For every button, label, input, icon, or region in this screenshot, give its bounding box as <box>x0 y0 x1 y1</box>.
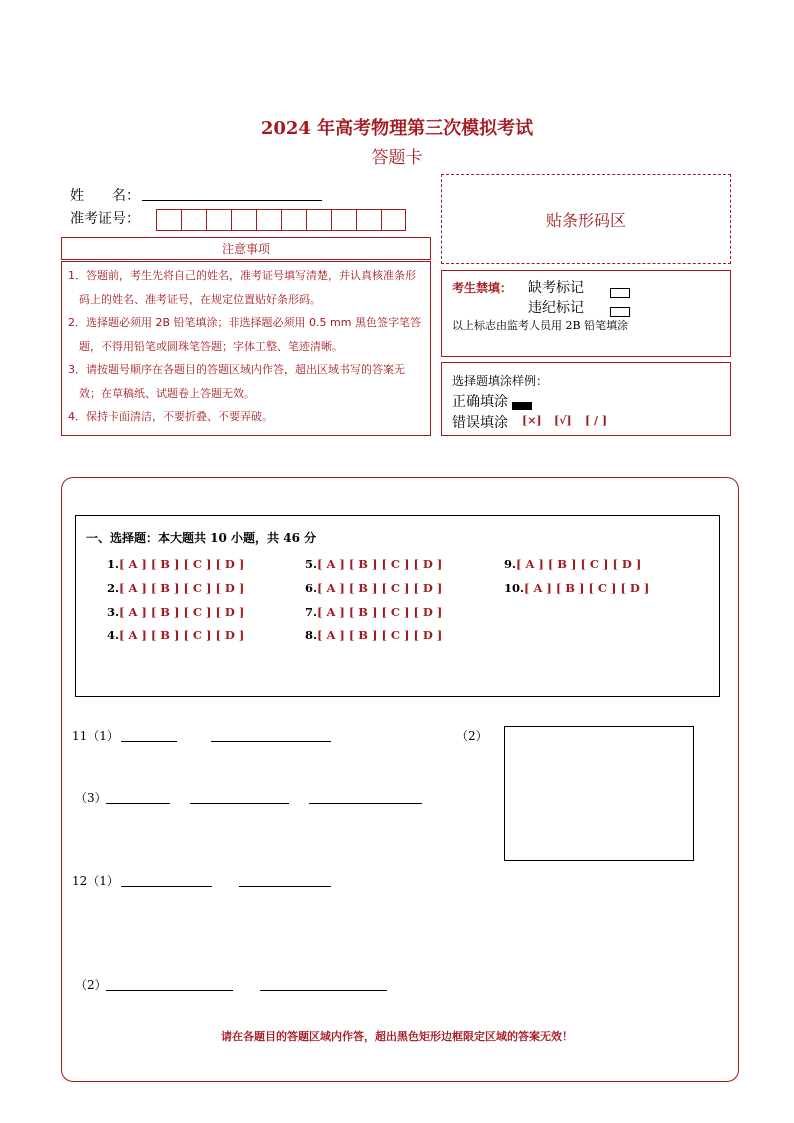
q11-drawing-box[interactable] <box>504 726 694 861</box>
exam-marks-heading: 考生禁填： <box>452 281 513 295</box>
q11-part3-blank-1[interactable] <box>106 803 170 804</box>
choice-question-6[interactable]: 6.[ A ] [ B ] [ C ] [ D ] <box>305 581 443 595</box>
notice-item-1: 1．答题前，考生先将自己的姓名，准考证号填写清楚，并认真核准条形码上的姓名、准考证号，在规定位置贴好条形码。 <box>68 269 416 306</box>
answer-area-warning: 请在各题目的答题区域内作答，超出黑色矩形边框限定区域的答案无效！ <box>221 1030 573 1043</box>
q11-part3-label: （3） <box>75 791 107 805</box>
id-cell[interactable] <box>331 209 356 231</box>
fill-example-heading: 选择题填涂样例： <box>452 374 549 388</box>
name-field[interactable] <box>142 200 322 201</box>
id-cell[interactable] <box>206 209 231 231</box>
correct-fill-sample <box>512 395 532 414</box>
id-label: 准考证号： <box>70 211 140 227</box>
choice-section-title: 一、选择题：本大题共 10 小题，共 46 分 <box>86 531 317 545</box>
q11-part1-blank-1[interactable] <box>121 741 177 742</box>
choice-question-7[interactable]: 7.[ A ] [ B ] [ C ] [ D ] <box>305 605 443 619</box>
id-cell[interactable] <box>256 209 281 231</box>
choice-question-3[interactable]: 3.[ A ] [ B ] [ C ] [ D ] <box>107 605 245 619</box>
id-cell[interactable] <box>356 209 381 231</box>
exam-title: 2024 年高考物理第三次模拟考试 <box>260 118 534 139</box>
correct-fill-label: 正确填涂 <box>452 394 508 410</box>
exam-marks-note: 以上标志由监考人员用 2B 铅笔填涂 <box>452 319 629 332</box>
barcode-area <box>441 174 731 264</box>
wrong-mark-3: [ / ] <box>585 414 608 427</box>
q11-part2-label: （2） <box>456 729 488 743</box>
choice-question-5[interactable]: 5.[ A ] [ B ] [ C ] [ D ] <box>305 557 443 571</box>
q12-part2-label: （2） <box>75 978 107 992</box>
notice-item-4: 4．保持卡面清洁，不要折叠、不要弄破。 <box>68 410 273 423</box>
choice-question-8[interactable]: 8.[ A ] [ B ] [ C ] [ D ] <box>305 628 443 642</box>
q12-part2-blank-1[interactable] <box>106 990 233 991</box>
absent-mark-box[interactable] <box>610 282 630 301</box>
q11-part1-blank-2[interactable] <box>211 741 331 742</box>
id-cell[interactable] <box>156 209 181 231</box>
name-label: 姓 名： <box>70 188 140 204</box>
q12-part2-blank-2[interactable] <box>260 990 387 991</box>
wrong-mark-1: [×] <box>522 414 542 427</box>
wrong-mark-2: [√] <box>554 414 572 427</box>
barcode-label: 贴条形码区 <box>545 210 626 230</box>
id-cell[interactable] <box>281 209 306 231</box>
wrong-fill-label: 错误填涂 <box>452 415 508 431</box>
exam-marks-box <box>441 270 731 357</box>
notice-item-3: 3．请按题号顺序在各题目的答题区域内作答，超出区域书写的答案无效；在草稿纸、试题卷上答题无效。 <box>68 363 405 400</box>
id-number-boxes[interactable] <box>156 209 406 231</box>
choice-question-1[interactable]: 1.[ A ] [ B ] [ C ] [ D ] <box>107 557 245 571</box>
absent-label: 缺考标记 <box>528 280 584 296</box>
id-cell[interactable] <box>306 209 331 231</box>
id-cell[interactable] <box>231 209 256 231</box>
q12-part1-blank-2[interactable] <box>239 886 331 887</box>
choice-question-9[interactable]: 9.[ A ] [ B ] [ C ] [ D ] <box>504 557 642 571</box>
choice-question-4[interactable]: 4.[ A ] [ B ] [ C ] [ D ] <box>107 628 245 642</box>
notice-heading: 注意事项 <box>61 237 431 260</box>
id-cell[interactable] <box>181 209 206 231</box>
notice-item-2: 2．选择题必须用 2B 铅笔填涂；非选择题必须用 0.5 mm 黑色签字笔答题，不得用铅笔或圆珠笔答题；字体工整、笔迹清晰。 <box>68 316 421 353</box>
notice-box <box>61 261 431 436</box>
violation-label: 违纪标记 <box>528 300 584 316</box>
choice-question-2[interactable]: 2.[ A ] [ B ] [ C ] [ D ] <box>107 581 245 595</box>
q11-part1-label: 11（1） <box>72 729 119 743</box>
q11-part3-blank-2[interactable] <box>190 803 289 804</box>
choice-question-10[interactable]: 10.[ A ] [ B ] [ C ] [ D ] <box>504 581 650 595</box>
answer-sheet-subtitle: 答题卡 <box>371 148 423 168</box>
q11-part3-blank-3[interactable] <box>309 803 422 804</box>
q12-part1-blank-1[interactable] <box>121 886 212 887</box>
fill-example-box <box>441 362 731 436</box>
id-cell[interactable] <box>381 209 406 231</box>
q12-part1-label: 12（1） <box>72 874 119 888</box>
